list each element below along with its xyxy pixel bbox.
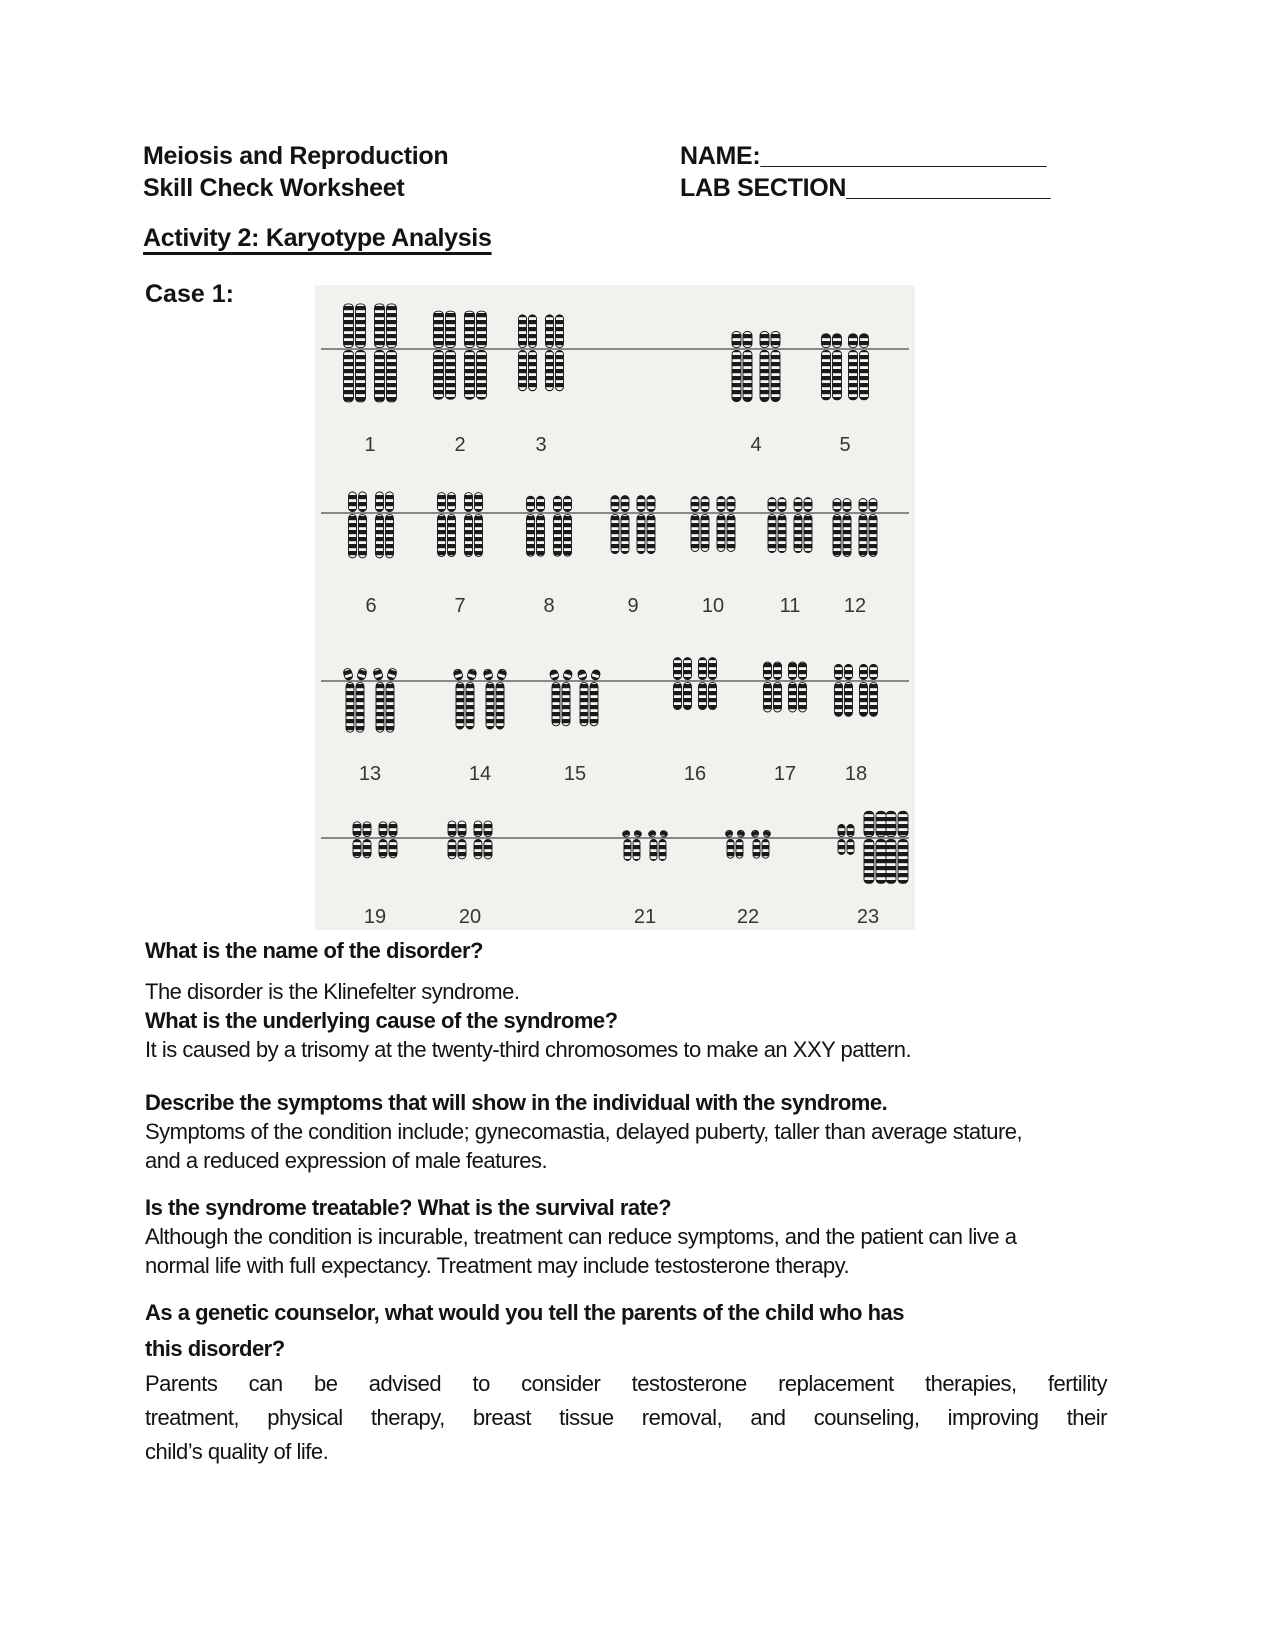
question-5-line1: As a genetic counselor, what would you tell the parents of the child who has: [145, 1300, 905, 1325]
answer-4-line2: normal life with full expectancy. Treatment may include testosterone therapy.: [145, 1253, 850, 1278]
qa-section: [145, 936, 1125, 1469]
question-2: What is the underlying cause of the syndrome?: [145, 1008, 618, 1033]
chromosome-pair-10: [691, 497, 735, 552]
chromosome-pair-14: [453, 668, 507, 729]
answer-4-line1: Although the condition is incurable, treatment can reduce symptoms, and the patient can live a: [145, 1224, 1017, 1249]
chromosome-pair-15: [549, 669, 601, 726]
lab-section-label: LAB SECTION: [680, 174, 847, 202]
chromosome-pair-6: [349, 492, 394, 558]
chromosome-group-label-17: 17: [773, 763, 797, 785]
lab-section-blank-line: _______________: [846, 174, 1051, 202]
chromosome-group-label-4: 4: [750, 434, 762, 456]
chromosome-group-label-3: 3: [535, 434, 547, 456]
student-info-header: [680, 140, 1050, 204]
chromosome-group-label-15: 15: [563, 763, 587, 785]
answer-4: [145, 1222, 1125, 1280]
chromosome-group-label-23: 23: [856, 906, 880, 928]
chromosome-group-label-10: 10: [701, 595, 725, 617]
chromosome-group-label-2: 2: [454, 434, 466, 456]
chromosome-group-label-13: 13: [358, 763, 382, 785]
answer-1: The disorder is the Klinefelter syndrome.: [145, 979, 520, 1004]
karyotype-image: [315, 285, 915, 930]
chromosome-pair-3: [519, 315, 564, 391]
chromosome-pair-22: [725, 829, 772, 858]
chromosome-pair-12: [833, 499, 877, 557]
chromosome-group-label-5: 5: [839, 434, 851, 456]
chromosome-group-label-20: 20: [458, 906, 482, 928]
chromosome-pair-18: [835, 664, 878, 716]
chromosome-pair-17: [764, 662, 807, 712]
document-title: [143, 140, 448, 204]
lab-section-line: [680, 172, 1050, 204]
activity-title: Activity 2: Karyotype Analysis: [143, 224, 492, 252]
answer-3: [145, 1117, 1125, 1175]
question-1: What is the name of the disorder?: [145, 938, 483, 963]
answer-5-line3: child’s quality of life.: [145, 1439, 329, 1464]
chromosome-pair-9: [611, 496, 655, 554]
chromosome-group-label-1: 1: [364, 434, 376, 456]
chromosome-group-label-14: 14: [468, 763, 492, 785]
chromosome-pair-2: [434, 311, 487, 399]
chromosome-group-label-22: 22: [736, 906, 760, 928]
chromosome-pair-8: [527, 496, 572, 556]
chromosome-group-label-7: 7: [454, 595, 466, 617]
chromosome-group-label-9: 9: [627, 595, 639, 617]
answer-5: [145, 1367, 1107, 1469]
question-5: [145, 1295, 1125, 1367]
chromosome-group-label-11: 11: [779, 595, 801, 617]
case-label: Case 1:: [145, 280, 234, 308]
chromosome-group-label-18: 18: [844, 763, 868, 785]
chromosome-group-label-19: 19: [363, 906, 387, 928]
chromosome-pair-21: [622, 830, 668, 861]
chromosome-pair-1: [344, 304, 397, 402]
chromosome-pair-7: [438, 493, 483, 557]
question-4: Is the syndrome treatable? What is the survival rate?: [145, 1195, 672, 1220]
chromosome-pair-13: [343, 668, 398, 733]
chromosome-pair-23: [838, 811, 908, 883]
chromosome-pair-16: [674, 658, 717, 710]
name-line: [680, 140, 1050, 172]
chromosome-pair-11: [768, 498, 812, 553]
name-label: NAME:: [680, 142, 761, 170]
chromosome-group-label-21: 21: [633, 906, 657, 928]
karyotype-svg: [315, 285, 915, 930]
document-title-line1: Meiosis and Reproduction: [143, 142, 449, 170]
answer-2: It is caused by a trisomy at the twenty-third chromosomes to make an XXY pattern.: [145, 1037, 912, 1062]
chromosome-group-label-16: 16: [683, 763, 707, 785]
document-title-line2: Skill Check Worksheet: [143, 174, 405, 202]
chromosome-group-label-6: 6: [365, 595, 377, 617]
answer-5-line2: treatment, physical therapy, breast tissue removal, and counseling, improving their: [145, 1405, 1107, 1430]
chromosome-pair-19: [353, 822, 397, 858]
chromosome-group-label-8: 8: [543, 595, 555, 617]
chromosome-pair-4: [732, 332, 780, 402]
question-5-line2: this disorder?: [145, 1336, 285, 1361]
answer-3-line2: and a reduced expression of male features.: [145, 1148, 548, 1173]
chromosome-group-label-12: 12: [843, 595, 867, 617]
answer-5-line1: Parents can be advised to consider testosterone replacement therapies, fertility: [145, 1371, 1107, 1396]
chromosome-pair-5: [822, 334, 869, 400]
name-blank-line: _____________________: [760, 142, 1047, 170]
question-3: Describe the symptoms that will show in the individual with the syndrome.: [145, 1090, 888, 1115]
answer-3-line1: Symptoms of the condition include; gynecomastia, delayed puberty, taller than average stature,: [145, 1119, 1023, 1144]
chromosome-pair-20: [448, 821, 492, 859]
